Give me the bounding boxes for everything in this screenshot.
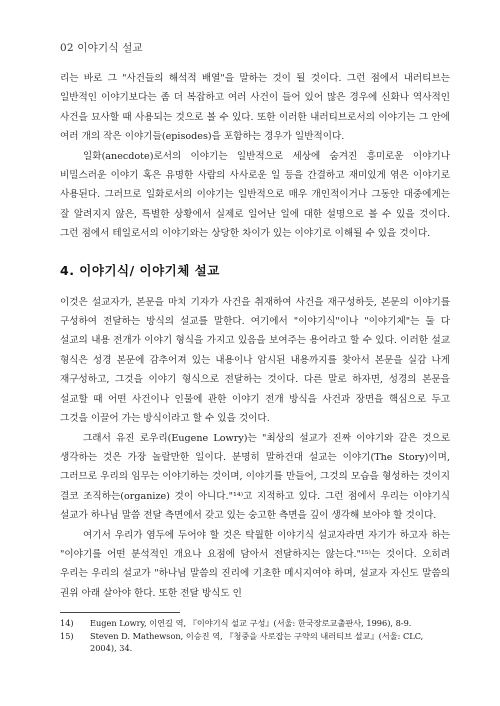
footnote-item xyxy=(60,630,450,655)
paragraph-definition: 이것은 설교자가, 본문을 마치 기자가 사건을 취재하여 사건을 재구성하듯, 본문의 이야기를 구성하여 전달하는 방식의 설교를 말한다. 여기에서 "이야기식"이나 "이야기체"는 둘 다 설교의 내용 전개가 이야기 형식을 가지고 있음을 보여주는 용어라고 할 수 있다. 이러한 설교 형식은 성경 본문에 감추어져 있는 내용이나 암시된 내용까지를 찾아서 본문을 실감 나게 재구성하고, 그것을 이야기 형식으로 전달하는 것이다. 다른 말로 하자면, 성경의 본문을 설교할 때 어떤 사건이나 인물에 관한 이야기 전개 방식을 사건과 장면을 핵심으로 두고 그것을 이끌어 가는 방식이라고 할 수 있을 것이다. xyxy=(60,296,450,425)
paragraph-preacher-note: 여기서 우리가 염두에 두어야 할 것은 탁월한 이야기식 설교자라면 자기가 하고자 하는 "이야기를 어떤 분석적인 개요나 요점에 담아서 전달하지는 않는다."¹⁵⁾는 것이다. 오히려 우리는 우리의 설교가 "하나님 말씀의 진리에 기초한 메시지여야 하며, 설교자 자신도 말씀의 권위 아래 살아야 한다. 또한 전달 방식도 인 xyxy=(60,529,450,599)
paragraph-lowry-quote: 그래서 유진 로우리(Eugene Lowry)는 "최상의 설교가 진짜 이야기와 같은 것으로 생각하는 것은 가장 놀랄만한 일이다. 분명히 말하건대 설교는 이야기(The Story)이며, 그러므로 우리의 임무는 이야기하는 것이며, 이야기를 만들어, 그것의 모습을 형성하는 것이지 결코 조직하는(organize) 것이 아니다."¹⁴⁾고 지적하고 있다. 그런 점에서 우리는 이야기식 설교가 하나님 말씀 전달 측면에서 갖고 있는 숭고한 측면을 깊이 생각해 보아야 할 것이다. xyxy=(60,432,450,522)
footnote-text: Steven D. Mathewson, 이승진 역, 『청중을 사로잡는 구약의 내러티브 설교』(서울: CLC, 2004), 34. xyxy=(90,630,424,654)
footnote-number: 15) xyxy=(60,630,74,641)
paragraph-narrative: 리는 바로 그 "사건들의 해석적 배열"을 말하는 것이 될 것이다. 그런 점에서 내러티브는 일반적인 이야기보다는 좀 더 복잡하고 여러 사건이 들어 있어 많은 경우에 신화나 역사적인 사건을 묘사할 때 사용되는 것으로 볼 수 있다. 또한 이러한 내러티브로서의 이야기는 그 안에 여러 개의 작은 이야기들(episodes)을 포함하는 경우가 일반적이다. xyxy=(60,73,450,143)
footnote-item xyxy=(60,617,450,630)
section-title: 4. 이야기식/ 이야기체 설교 xyxy=(60,262,220,278)
paragraph-anecdote: 일화(anecdote)로서의 이야기는 일반적으로 세상에 숨겨진 흥미로운 이야기나 비밀스러운 이야기 혹은 유명한 사람의 사사로운 일 등을 간결하고 재미있게 엮은 이야기로 사용된다. 그러므로 일화로서의 이야기는 일반적으로 매우 개인적이거나 그동안 대중에게는 잘 알려지지 않은, 특별한 상황에서 실제로 일어난 일에 대한 설명으로 볼 수 있을 것이다. 그런 점에서 테일로서의 이야기와는 상당한 차이가 있는 이야기로 이해될 수 있을 것이다. xyxy=(60,150,450,240)
footnote-number: 14) xyxy=(60,618,74,629)
footnote-divider xyxy=(60,612,180,613)
footnote-text: Eugen Lowry, 이연길 역, 『이야기식 설교 구성』(서울: 한국장로교출판사, 1996), 8-9. xyxy=(90,618,412,629)
running-header: 02 이야기식 설교 xyxy=(60,42,143,54)
